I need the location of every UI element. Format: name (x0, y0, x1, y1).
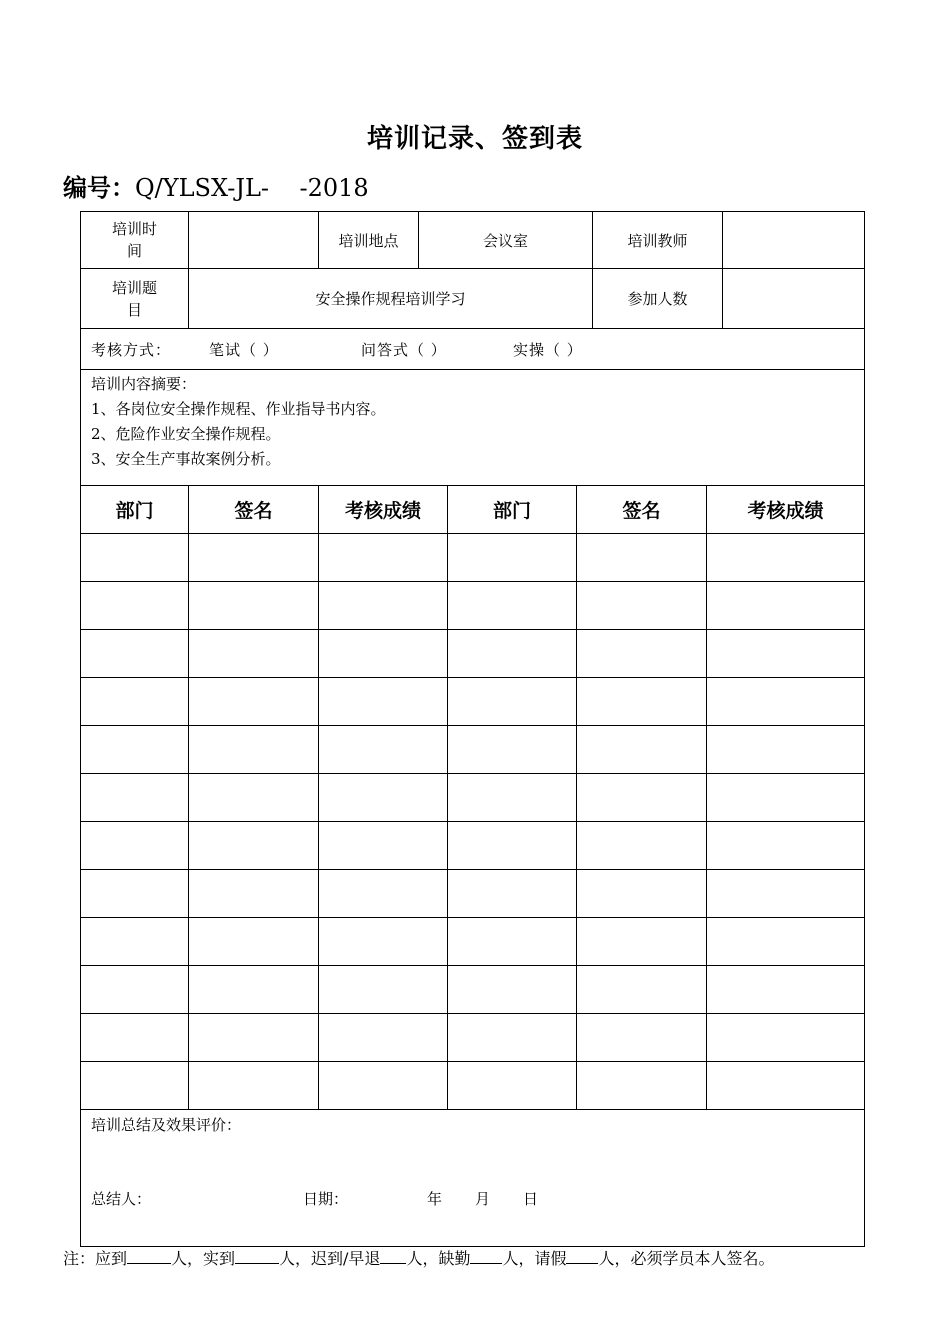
document-number-label: 编号： (63, 173, 135, 202)
header-department: 部门 (448, 486, 577, 534)
footnote: 注：应到 人，实到 人，迟到/早退 人，缺勤 人，请假 人，必须学员本人签名。 (63, 1245, 774, 1269)
content-item: 1、各岗位安全操作规程、作业指导书内容。 (91, 400, 386, 418)
training-topic-label: 培训题 目 (81, 269, 189, 329)
score-cell[interactable] (707, 870, 865, 918)
training-place-label: 培训地点 (319, 212, 419, 269)
department-cell[interactable] (81, 726, 189, 774)
table-row (81, 774, 865, 822)
training-teacher-value[interactable] (723, 212, 865, 269)
signature-cell[interactable] (577, 918, 707, 966)
department-cell[interactable] (448, 870, 577, 918)
table-row (81, 582, 865, 630)
department-cell[interactable] (448, 1062, 577, 1110)
table-row (81, 822, 865, 870)
score-cell[interactable] (707, 1062, 865, 1110)
department-cell[interactable] (448, 822, 577, 870)
score-cell[interactable] (707, 582, 865, 630)
training-time-label: 培训时 间 (81, 212, 189, 269)
attendees-label: 参加人数 (593, 269, 723, 329)
exam-option-written[interactable]: 笔试（ ） (209, 340, 279, 359)
signature-cell[interactable] (189, 822, 319, 870)
signature-cell[interactable] (189, 774, 319, 822)
department-cell[interactable] (81, 678, 189, 726)
signature-cell[interactable] (577, 822, 707, 870)
table-row (81, 1014, 865, 1062)
header-score: 考核成绩 (707, 486, 865, 534)
summarizer-label: 总结人： (91, 1190, 152, 1208)
signature-cell[interactable] (189, 678, 319, 726)
content-label: 培训内容摘要： (91, 375, 197, 393)
score-cell[interactable] (707, 918, 865, 966)
signature-cell[interactable] (189, 966, 319, 1014)
signature-cell[interactable] (189, 630, 319, 678)
signin-header-row (81, 486, 865, 534)
signin-table (80, 485, 865, 1247)
exam-method-label: 考核方式： (91, 340, 172, 359)
training-teacher-label: 培训教师 (593, 212, 723, 269)
signature-cell[interactable] (577, 726, 707, 774)
score-cell[interactable] (707, 534, 865, 582)
score-cell[interactable] (707, 726, 865, 774)
exam-option-practical[interactable]: 实操（ ） (513, 340, 583, 359)
score-cell[interactable] (319, 678, 448, 726)
score-cell[interactable] (319, 870, 448, 918)
department-cell[interactable] (81, 534, 189, 582)
score-cell[interactable] (707, 630, 865, 678)
document-number-value: Q/YLSX-JL- -2018 (135, 174, 369, 202)
score-cell[interactable] (319, 822, 448, 870)
score-cell[interactable] (707, 1014, 865, 1062)
signature-cell[interactable] (189, 1014, 319, 1062)
signature-cell[interactable] (189, 726, 319, 774)
document-number (63, 168, 369, 203)
department-cell[interactable] (81, 582, 189, 630)
score-cell[interactable] (707, 774, 865, 822)
header-signature: 签名 (577, 486, 707, 534)
page-title: 培训记录、签到表 (366, 124, 583, 154)
score-cell[interactable] (319, 918, 448, 966)
signature-cell[interactable] (577, 630, 707, 678)
score-cell[interactable] (319, 630, 448, 678)
blank-leave[interactable] (566, 1245, 598, 1264)
department-cell[interactable] (81, 870, 189, 918)
department-cell[interactable] (448, 534, 577, 582)
header-department: 部门 (81, 486, 189, 534)
training-record-table (80, 211, 865, 486)
content-item: 3、安全生产事故案例分析。 (91, 450, 281, 468)
signature-cell[interactable] (577, 1062, 707, 1110)
signature-cell[interactable] (189, 1062, 319, 1110)
department-cell[interactable] (448, 774, 577, 822)
exam-option-qa[interactable]: 问答式（ ） (361, 340, 447, 359)
signature-cell[interactable] (577, 774, 707, 822)
department-cell[interactable] (81, 1062, 189, 1110)
score-cell[interactable] (319, 966, 448, 1014)
score-cell[interactable] (707, 822, 865, 870)
department-cell[interactable] (448, 726, 577, 774)
signature-cell[interactable] (577, 534, 707, 582)
department-cell[interactable] (448, 1014, 577, 1062)
signature-cell[interactable] (189, 870, 319, 918)
table-row (81, 870, 865, 918)
score-cell[interactable] (319, 582, 448, 630)
summary-label: 培训总结及效果评价： (91, 1116, 242, 1134)
department-cell[interactable] (81, 630, 189, 678)
date-month: 月 (475, 1190, 491, 1208)
training-summary[interactable] (81, 1110, 865, 1247)
blank-actual[interactable] (235, 1245, 279, 1264)
score-cell[interactable] (319, 726, 448, 774)
signature-cell[interactable] (577, 1014, 707, 1062)
score-cell[interactable] (707, 678, 865, 726)
signature-cell[interactable] (577, 678, 707, 726)
training-time-value[interactable] (189, 212, 319, 269)
department-cell[interactable] (81, 774, 189, 822)
signature-cell[interactable] (577, 582, 707, 630)
score-cell[interactable] (319, 774, 448, 822)
header-score: 考核成绩 (319, 486, 448, 534)
info-row-2 (81, 269, 865, 329)
department-cell[interactable] (81, 1014, 189, 1062)
score-cell[interactable] (319, 1014, 448, 1062)
blank-expected[interactable] (127, 1245, 171, 1264)
attendees-value[interactable] (723, 269, 865, 329)
info-row-1 (81, 212, 865, 269)
table-row (81, 966, 865, 1014)
table-row (81, 534, 865, 582)
signature-cell[interactable] (189, 534, 319, 582)
summary-row (81, 1110, 865, 1247)
header-signature: 签名 (189, 486, 319, 534)
signature-cell[interactable] (189, 918, 319, 966)
training-content (81, 370, 865, 486)
date-day: 日 (523, 1190, 539, 1208)
blank-absent[interactable] (470, 1245, 502, 1264)
table-row (81, 630, 865, 678)
date-label: 日期： (303, 1190, 349, 1208)
department-cell[interactable] (448, 678, 577, 726)
table-row (81, 1062, 865, 1110)
signin-rows (81, 534, 865, 1110)
department-cell[interactable] (448, 582, 577, 630)
table-row (81, 918, 865, 966)
blank-late[interactable] (380, 1245, 406, 1264)
score-cell[interactable] (319, 534, 448, 582)
signature-cell[interactable] (189, 582, 319, 630)
signature-cell[interactable] (577, 966, 707, 1014)
department-cell[interactable] (448, 918, 577, 966)
table-row (81, 726, 865, 774)
exam-method-row (81, 329, 865, 370)
content-row (81, 370, 865, 486)
training-topic-value[interactable]: 安全操作规程培训学习 (189, 269, 593, 329)
table-row (81, 678, 865, 726)
department-cell[interactable] (448, 630, 577, 678)
exam-method (81, 329, 865, 370)
department-cell[interactable] (448, 966, 577, 1014)
signature-cell[interactable] (577, 870, 707, 918)
department-cell[interactable] (81, 918, 189, 966)
department-cell[interactable] (81, 966, 189, 1014)
training-place-value[interactable]: 会议室 (419, 212, 593, 269)
department-cell[interactable] (81, 822, 189, 870)
score-cell[interactable] (319, 1062, 448, 1110)
score-cell[interactable] (707, 966, 865, 1014)
date-year: 年 (427, 1190, 443, 1208)
content-item: 2、危险作业安全操作规程。 (91, 425, 281, 443)
